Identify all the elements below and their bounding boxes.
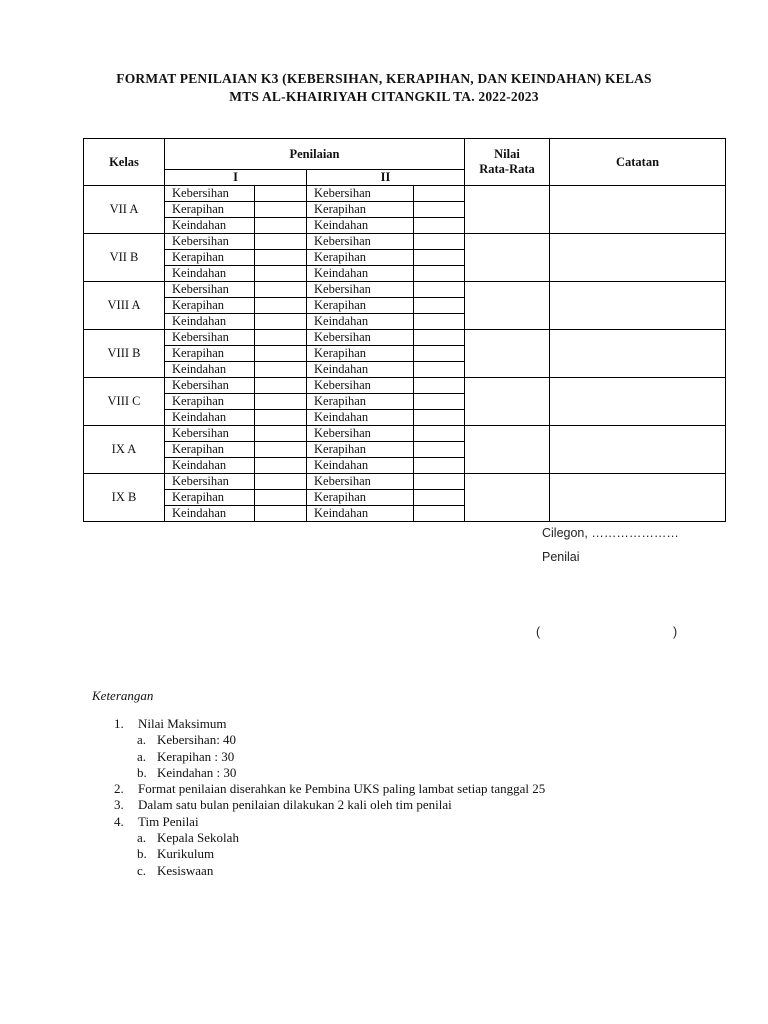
class-name-cell: VII A [84,186,165,234]
header-nilai-line-1: Nilai [494,147,520,161]
title-line-2: MTS AL-KHAIRIYAH CITANGKIL TA. 2022-2023 [229,89,539,104]
criterion-label-round-1: Kerapihan [165,346,255,362]
criterion-label-round-1: Keindahan [165,362,255,378]
criterion-label-round-2: Kerapihan [307,346,414,362]
criterion-label-round-2: Kebersihan [307,186,414,202]
score-cell-round-2 [414,474,465,490]
criterion-label-round-2: Kebersihan [307,378,414,394]
score-cell-round-1 [255,202,307,218]
note-text: Tim Penilai [138,813,199,829]
score-cell-round-1 [255,410,307,426]
signature-place-date: Cilegon, ………………… [542,526,679,540]
criterion-label-round-2: Keindahan [307,458,414,474]
score-cell-round-1 [255,218,307,234]
score-cell-round-2 [414,410,465,426]
average-cell [465,186,550,234]
criterion-label-round-2: Kerapihan [307,202,414,218]
note-subitem [92,732,545,748]
score-cell-round-2 [414,330,465,346]
score-cell-round-1 [255,250,307,266]
note-subitem [92,749,545,765]
table-row [84,282,726,298]
criterion-label-round-1: Kerapihan [165,442,255,458]
note-number: 4. [114,813,124,829]
criterion-label-round-1: Kebersihan [165,378,255,394]
table-row [84,330,726,346]
notes-cell [550,330,726,378]
criterion-label-round-1: Keindahan [165,218,255,234]
table-row [84,474,726,490]
score-cell-round-1 [255,506,307,522]
score-cell-round-2 [414,186,465,202]
criterion-label-round-2: Keindahan [307,362,414,378]
score-cell-round-2 [414,282,465,298]
note-subitem-letter: b. [137,764,147,780]
score-cell-round-2 [414,426,465,442]
header-kelas: Kelas [84,139,165,186]
score-cell-round-1 [255,314,307,330]
table-row [84,234,726,250]
criterion-label-round-2: Keindahan [307,410,414,426]
signature-name-open: ( [536,625,541,639]
score-cell-round-1 [255,394,307,410]
title-line-1: FORMAT PENILAIAN K3 (KEBERSIHAN, KERAPIHAN, DAN KEINDAHAN) KELAS [116,71,652,86]
assessment-table [83,138,726,522]
score-cell-round-2 [414,314,465,330]
score-cell-round-2 [414,362,465,378]
header-nilai-rata-rata [465,139,550,186]
criterion-label-round-2: Keindahan [307,218,414,234]
criterion-label-round-2: Keindahan [307,314,414,330]
note-subitem [92,830,545,846]
score-cell-round-2 [414,490,465,506]
criterion-label-round-2: Kebersihan [307,426,414,442]
criterion-label-round-2: Kebersihan [307,282,414,298]
note-subitem-text: Keindahan : 30 [157,764,237,780]
criterion-label-round-1: Kerapihan [165,298,255,314]
note-text: Nilai Maksimum [138,716,227,731]
class-name-cell: IX A [84,426,165,474]
notes-cell [550,186,726,234]
score-cell-round-2 [414,378,465,394]
score-cell-round-2 [414,298,465,314]
score-cell-round-1 [255,346,307,362]
score-cell-round-2 [414,506,465,522]
score-cell-round-1 [255,266,307,282]
criterion-label-round-1: Kerapihan [165,250,255,266]
score-cell-round-2 [414,234,465,250]
class-name-cell: VIII B [84,330,165,378]
signature-name-close: ) [673,625,678,639]
criterion-label-round-2: Kerapihan [307,298,414,314]
notes-cell [550,234,726,282]
criterion-label-round-2: Kebersihan [307,234,414,250]
score-cell-round-2 [414,346,465,362]
criterion-label-round-2: Kebersihan [307,330,414,346]
note-subitem-text: Kerapihan : 30 [157,748,235,764]
table-row [84,378,726,394]
table-row [84,426,726,442]
criterion-label-round-1: Kebersihan [165,474,255,490]
criterion-label-round-1: Keindahan [165,410,255,426]
notes-section [92,688,545,879]
criterion-label-round-2: Kerapihan [307,490,414,506]
average-cell [465,234,550,282]
score-cell-round-1 [255,282,307,298]
notes-cell [550,282,726,330]
note-item [92,716,545,732]
average-cell [465,330,550,378]
criterion-label-round-1: Kebersihan [165,234,255,250]
score-cell-round-1 [255,298,307,314]
score-cell-round-1 [255,426,307,442]
signature-role: Penilai [542,550,580,564]
criterion-label-round-2: Kerapihan [307,250,414,266]
table-body [84,186,726,522]
average-cell [465,426,550,474]
note-number: 3. [114,797,124,813]
header-round-1: I [165,170,307,186]
score-cell-round-1 [255,442,307,458]
notes-heading: Keterangan [92,688,154,703]
notes-list [92,716,545,879]
note-item [92,781,545,797]
note-item [92,814,545,830]
note-subitem-text: Kesiswaan [157,862,214,878]
criterion-label-round-1: Kebersihan [165,330,255,346]
criterion-label-round-1: Keindahan [165,506,255,522]
notes-cell [550,378,726,426]
score-cell-round-1 [255,330,307,346]
note-subitem-text: Kepala Sekolah [157,830,239,846]
score-cell-round-2 [414,394,465,410]
score-cell-round-1 [255,378,307,394]
criterion-label-round-1: Kerapihan [165,202,255,218]
score-cell-round-2 [414,250,465,266]
score-cell-round-2 [414,442,465,458]
header-nilai-line-2: Rata-Rata [479,162,535,176]
criterion-label-round-1: Keindahan [165,458,255,474]
criterion-label-round-1: Kebersihan [165,426,255,442]
class-name-cell: VIII A [84,282,165,330]
criterion-label-round-1: Kebersihan [165,282,255,298]
criterion-label-round-1: Kebersihan [165,186,255,202]
class-name-cell: VIII C [84,378,165,426]
score-cell-round-2 [414,266,465,282]
criterion-label-round-1: Kerapihan [165,490,255,506]
criterion-label-round-2: Kerapihan [307,442,414,458]
header-round-2: II [307,170,465,186]
average-cell [465,282,550,330]
note-subitem-text: Kebersihan: 40 [157,732,237,748]
note-subitem [92,765,545,781]
score-cell-round-2 [414,458,465,474]
note-item [92,797,545,813]
score-cell-round-2 [414,202,465,218]
table-row [84,186,726,202]
score-cell-round-1 [255,362,307,378]
class-name-cell: IX B [84,474,165,522]
document-title [0,70,768,106]
average-cell [465,474,550,522]
criterion-label-round-2: Kerapihan [307,394,414,410]
header-penilaian: Penilaian [165,139,465,170]
note-subitem [92,846,545,862]
score-cell-round-1 [255,458,307,474]
criterion-label-round-2: Keindahan [307,266,414,282]
notes-cell [550,474,726,522]
note-text: Format penilaian diserahkan ke Pembina UKS paling lambat setiap tanggal 25 [138,781,546,797]
class-name-cell: VII B [84,234,165,282]
header-catatan: Catatan [550,139,726,186]
note-subitem-letter: a. [137,748,147,764]
note-text: Dalam satu bulan penilaian dilakukan 2 kali oleh tim penilai [138,797,452,813]
note-subitem-letter: b. [137,846,147,862]
score-cell-round-1 [255,234,307,250]
note-number: 2. [114,781,124,797]
score-cell-round-2 [414,218,465,234]
average-cell [465,378,550,426]
note-subitem-letter: a. [137,830,147,846]
note-subitem [92,863,545,879]
notes-cell [550,426,726,474]
criterion-label-round-1: Kerapihan [165,394,255,410]
note-subitem-letter: a. [137,732,147,748]
note-subitem-text: Kurikulum [157,846,215,862]
criterion-label-round-1: Keindahan [165,266,255,282]
score-cell-round-1 [255,186,307,202]
note-subitem-letter: c. [137,862,147,878]
score-cell-round-1 [255,474,307,490]
score-cell-round-1 [255,490,307,506]
criterion-label-round-1: Keindahan [165,314,255,330]
note-number: 1. [114,716,124,731]
criterion-label-round-2: Kebersihan [307,474,414,490]
criterion-label-round-2: Keindahan [307,506,414,522]
